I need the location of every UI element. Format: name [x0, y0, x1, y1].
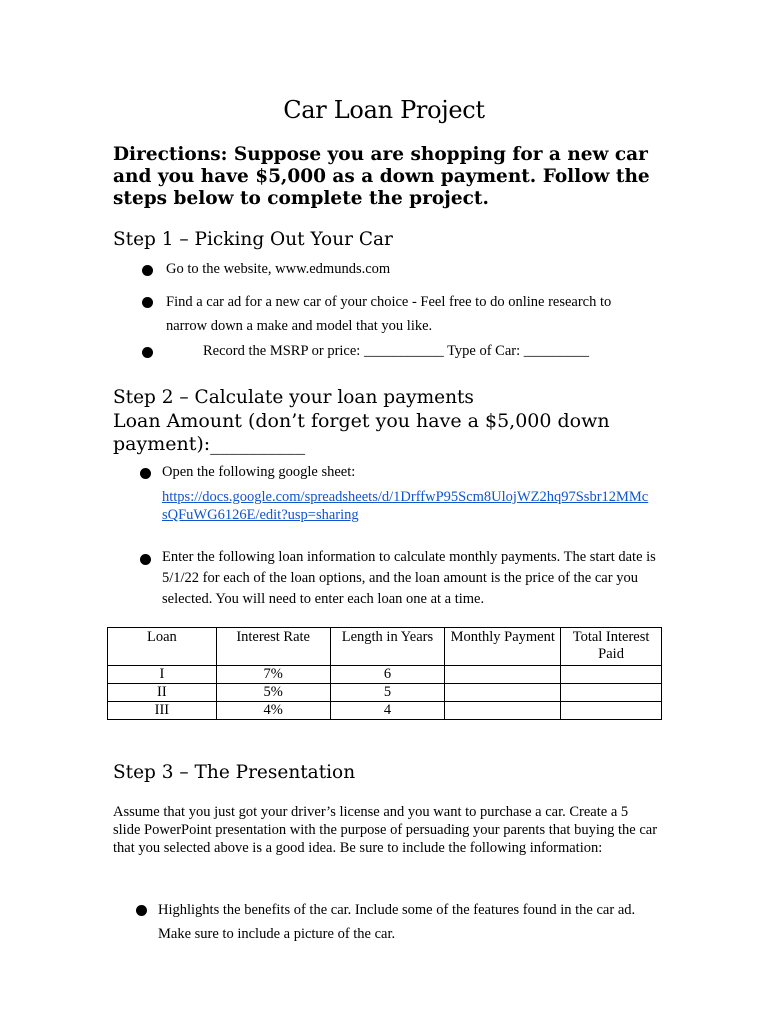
step3-bullet-1: Highlights the benefits of the car. Include some of the features found in the car ad. Make sure to include a picture of the car. [158, 902, 636, 942]
step2-bullet-1: Open the following google sheet: [162, 464, 356, 480]
bullet-icon [142, 265, 153, 276]
bullet-icon [140, 554, 151, 565]
cell-loan: III [108, 702, 217, 720]
table-row [108, 666, 662, 684]
step3-heading: Step 3 – The Presentation [113, 762, 356, 783]
google-sheet-link[interactable]: https://docs.google.com/spreadsheets/d/1DrffwP95Scm8UlojWZ2hq97Ssbr12MMcsQFuWG6126E/edit?usp=sharing [162, 489, 649, 523]
cell-length-years: 6 [330, 666, 445, 684]
cell-total-interest[interactable] [561, 684, 662, 702]
cell-interest-rate: 5% [216, 684, 330, 702]
step1-heading: Step 1 – Picking Out Your Car [113, 229, 393, 250]
cell-total-interest[interactable] [561, 666, 662, 684]
step1-bullet-3: Record the MSRP or price: ___________ Type of Car: _________ [203, 343, 590, 359]
cell-loan: II [108, 684, 217, 702]
cell-monthly-payment[interactable] [445, 684, 561, 702]
bullet-icon [140, 468, 151, 479]
step2-bullet-2: Enter the following loan information to calculate monthly payments. The start date is 5/1/22 for each of the loan options, and the loan amount is the price of the car you selected. You will need to enter each loan one at a time. [162, 549, 656, 607]
cell-interest-rate: 4% [216, 702, 330, 720]
cell-total-interest[interactable] [561, 702, 662, 720]
page-title: Car Loan Project [283, 96, 485, 124]
header-interest-rate: Interest Rate [216, 628, 330, 666]
header-loan: Loan [108, 628, 217, 666]
table-row [108, 684, 662, 702]
loan-table [107, 627, 662, 720]
step2-heading: Step 2 – Calculate your loan payments [113, 387, 474, 408]
loan-amount-text: Loan Amount (don’t forget you have a $5,000 down payment):__________ [113, 410, 610, 455]
table-row [108, 702, 662, 720]
step3-paragraph: Assume that you just got your driver’s license and you want to purchase a car. Create a 5 slide PowerPoint presentation with the purpose of persuading your parents that buying the car that you selected above is a good idea. Be sure to include the following information: [113, 804, 658, 856]
cell-loan: I [108, 666, 217, 684]
step1-bullet-2: Find a car ad for a new car of your choice - Feel free to do online research to narrow down a make and model that you like. [166, 294, 612, 334]
cell-length-years: 5 [330, 684, 445, 702]
header-monthly-payment: Monthly Payment [445, 628, 561, 666]
bullet-icon [136, 905, 147, 916]
bullet-icon [142, 347, 153, 358]
bullet-icon [142, 297, 153, 308]
header-total-interest: Total Interest Paid [561, 628, 662, 666]
table-header-row [108, 628, 662, 666]
step1-bullet-1: Go to the website, www.edmunds.com [166, 261, 391, 277]
cell-interest-rate: 7% [216, 666, 330, 684]
cell-length-years: 4 [330, 702, 445, 720]
cell-monthly-payment[interactable] [445, 702, 561, 720]
cell-monthly-payment[interactable] [445, 666, 561, 684]
header-length-years: Length in Years [330, 628, 445, 666]
directions-text: Directions: Suppose you are shopping for a new car and you have $5,000 as a down payment. Follow the steps below to complete the project. [113, 144, 650, 209]
